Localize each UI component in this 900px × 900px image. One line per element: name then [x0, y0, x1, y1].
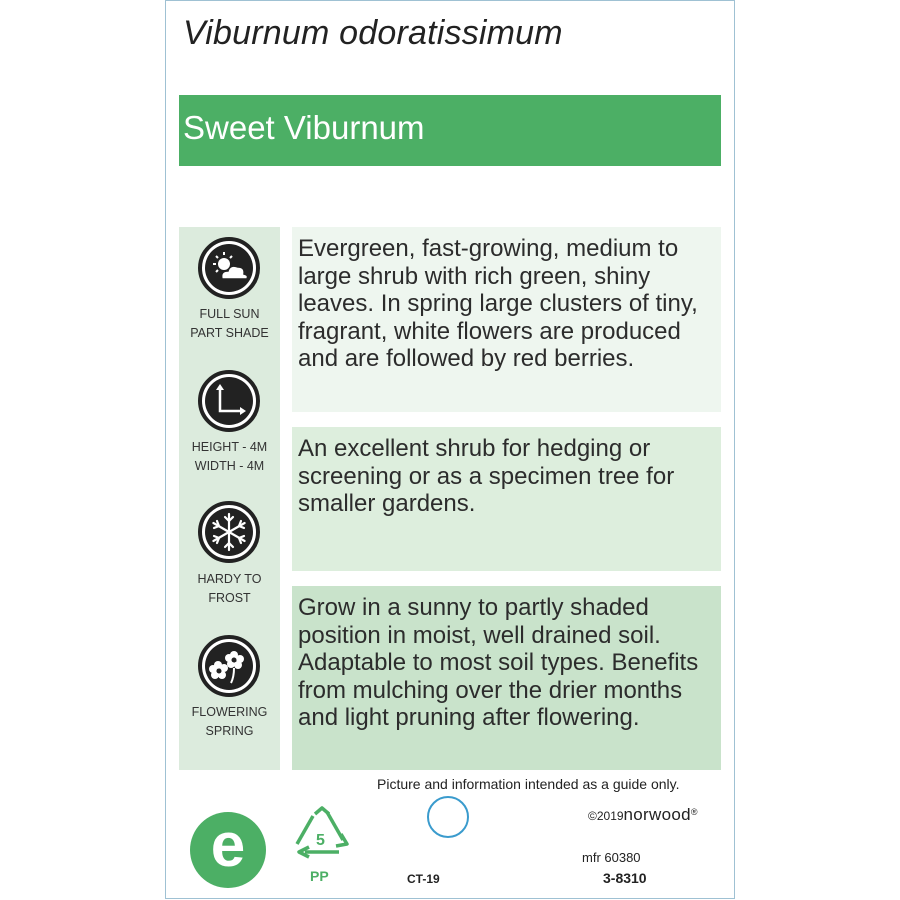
frost-label-line1: HARDY TO	[197, 572, 262, 586]
eco-e-badge: e	[190, 812, 266, 888]
sun-label	[179, 305, 280, 343]
flowering-label-line1: FLOWERING	[191, 705, 268, 719]
size-label-line2: WIDTH - 4M	[194, 459, 265, 473]
frost-label-line2: FROST	[208, 591, 251, 605]
guide-note: Picture and information intended as a guide only.	[377, 776, 680, 792]
sun-label-line1: FULL SUN	[199, 307, 260, 321]
size-label-line1: HEIGHT - 4M	[191, 440, 268, 454]
common-name-banner	[179, 95, 721, 166]
copyright-line	[588, 805, 698, 825]
care-panel: Grow in a sunny to partly shaded position in moist, well drained soil. Adaptable to most soil types. Benefits from mulching over the drier months and light pruning after flowering.	[292, 586, 721, 770]
recycle-material: PP	[310, 868, 329, 884]
attribute-column	[179, 227, 280, 770]
product-code: 3-8310	[603, 870, 647, 886]
description-panel: Evergreen, fast-growing, medium to large shrub with rich green, shiny leaves. In spring large clusters of tiny, fragrant, white flowers are produced and are followed by red berries.	[292, 227, 721, 412]
size-label	[179, 438, 280, 476]
registered-mark: ®	[690, 807, 698, 817]
copyright-year: ©2019	[588, 809, 624, 823]
ct-code: CT-19	[407, 872, 440, 886]
frost-label	[179, 570, 280, 608]
height-width-icon	[198, 370, 260, 432]
snowflake-icon	[198, 501, 260, 563]
common-name: Sweet Viburnum	[183, 109, 425, 146]
flower-icon	[198, 635, 260, 697]
recycle-number: 5	[316, 832, 325, 849]
latin-name: Viburnum odoratissimum	[183, 14, 563, 52]
flowering-label	[179, 703, 280, 741]
usage-panel: An excellent shrub for hedging or screening or as a specimen tree for smaller gardens.	[292, 427, 721, 571]
blank-circle-marker	[427, 796, 469, 838]
sun-label-line2: PART SHADE	[190, 326, 269, 340]
sun-cloud-icon	[198, 237, 260, 299]
brand-name: norwood	[623, 805, 691, 824]
flowering-label-line2: SPRING	[205, 724, 254, 738]
mfr-number: mfr 60380	[582, 850, 641, 865]
